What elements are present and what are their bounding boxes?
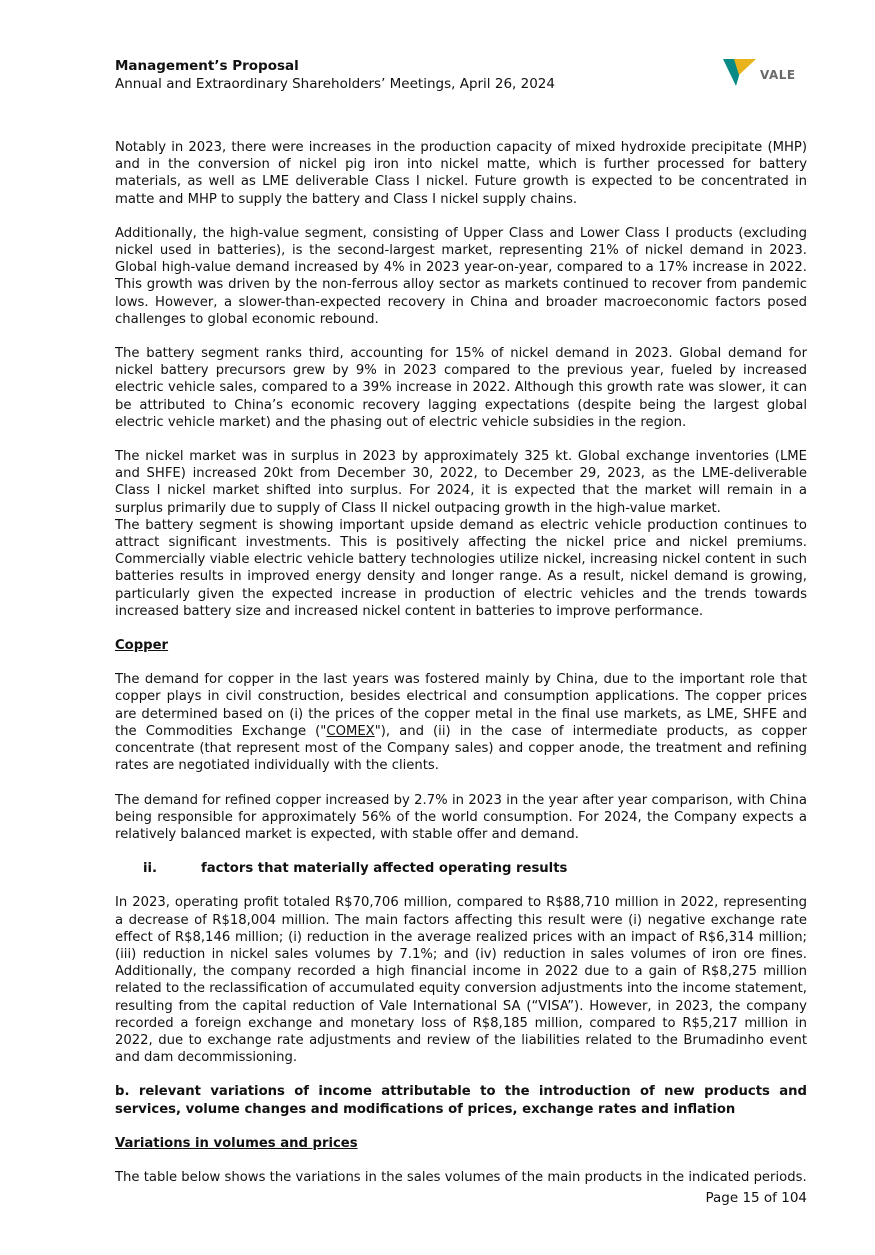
document-title: Management’s Proposal: [115, 58, 299, 74]
vale-logo-text: VALE: [760, 68, 796, 82]
vale-logo-icon: [722, 56, 762, 88]
paragraph-refined-copper: The demand for refined copper increased by 2.7% in 2023 in the year after year comparison, with China being responsible for approximately 56% of the world consumption. For 2024, the Company expects a relatively balanced market is expected, with stable offer and demand.: [115, 792, 807, 842]
subsection-heading: [115, 860, 807, 877]
page-number: Page 15 of 104: [705, 1190, 807, 1206]
paragraph-battery-segment: The battery segment ranks third, accounting for 15% of nickel demand in 2023. Global demand for nickel battery precursors grew by 9% in 2023 compared to the previous year, fueled by increased electric vehicle sales, compared to a 39% increase in 2022. Although this growth rate was slower, it can be attributed to China’s economic recovery lagging expectations (despite being the largest global electric vehicle market) and the phasing out of electric vehicle subsidies in the region.: [115, 346, 807, 430]
vale-logo: [722, 56, 802, 88]
paragraph-high-value-segment: Additionally, the high-value segment, consisting of Upper Class and Lower Class I products (excluding nickel used in batteries), is the second-largest market, representing 21% of nickel demand in 2023. Global high-value demand increased by 4% in 2023 year-on-year, compared to a 17% increase in 2022. This growth was driven by the non-ferrous alloy sector as markets continued to recover from pandemic lows. However, a slower-than-expected recovery in China and broader macroeconomic factors posed challenges to global economic rebound.: [115, 225, 807, 327]
main-content: [115, 139, 807, 1203]
paragraph-battery-upside: The battery segment is showing important upside demand as electric vehicle production continues to attract significant investments. This is positively affecting the nickel price and nickel premiums. Commercially viable electric vehicle battery technologies utilize nickel, increasing nickel content in such batteries results in improved energy density and longer range. As a result, nickel demand is growing, particularly given the expected increase in production of electric vehicles and the trends towards increased battery size and increased nickel content in batteries to improve performance.: [115, 517, 807, 619]
subsection-number: ii.: [143, 861, 158, 877]
copper-heading: Copper: [115, 638, 169, 654]
variations-heading: Variations in volumes and prices: [115, 1135, 358, 1151]
paragraph-copper-demand: [115, 671, 807, 774]
document-subtitle: Annual and Extraordinary Shareholders’ Meetings, April 26, 2024: [115, 76, 555, 92]
paragraph-operating-profit: In 2023, operating profit totaled R$70,706 million, compared to R$88,710 million in 2022, representing a decrease of R$18,004 million. The main factors affecting this result were (i) negative exchange rate effect of R$8,146 million; (i) reduction in the average realized prices with an impact of R$6,314 million; (iii) reduction in nickel sales volumes by 7.1%; and (iv) reduction in sales volumes of iron ore fines. Additionally, the company recorded a high financial income in 2022 due to a gain of R$8,275 million related to the reclassification of accumulated equity conversion adjustments into the income statement, resulting from the capital reduction of Vale International SA (“VISA”). However, in 2023, the company recorded a foreign exchange and monetary loss of R$8,185 million, compared to R$5,217 million in 2022, due to exchange rate adjustments and review of the liabilities related to the Brumadinho event and dam decommissioning.: [115, 895, 807, 1066]
copper-text-a: The demand for copper in the last years was fostered mainly by China, due to the important role that copper plays in civil construction, besides electrical and consumption applications. The copper prices are determined based on (i) the prices of the copper metal in the final use markets, as LME, SHFE and the Commodities Exchange (": [115, 672, 807, 739]
page-header: [115, 58, 715, 93]
copper-text-b: "), and (ii) in the case of intermediate products, as copper concentrate (that represent most of the Company sales) and copper anode, the treatment and refining rates are negotiated individually with the clients.: [115, 723, 807, 774]
paragraph-nickel-production: Notably in 2023, there were increases in the production capacity of mixed hydroxide precipitate (MHP) and in the conversion of nickel pig iron into nickel matte, which is further processed for battery materials, as well as LME deliverable Class I nickel. Future growth is expected to be concentrated in matte and MHP to supply the battery and Class I nickel supply chains.: [115, 140, 807, 207]
section-b-heading: b. relevant variations of income attributable to the introduction of new products and services, volume changes and modifications of prices, exchange rates and inflation: [115, 1084, 807, 1117]
paragraph-table-intro: The table below shows the variations in the sales volumes of the main products in the indicated periods.: [115, 1169, 807, 1185]
comex-link[interactable]: COMEX: [326, 723, 375, 739]
subsection-title: factors that materially affected operating results: [201, 861, 568, 877]
paragraph-nickel-surplus: The nickel market was in surplus in 2023 by approximately 325 kt. Global exchange inventories (LME and SHFE) increased 20kt from December 30, 2022, to December 29, 2023, as the LME-deliverable Class I nickel market shifted into surplus. For 2024, it is expected that the market will remain in a surplus primarily due to supply of Class II nickel outpacing growth in the high-value market.: [115, 449, 807, 516]
